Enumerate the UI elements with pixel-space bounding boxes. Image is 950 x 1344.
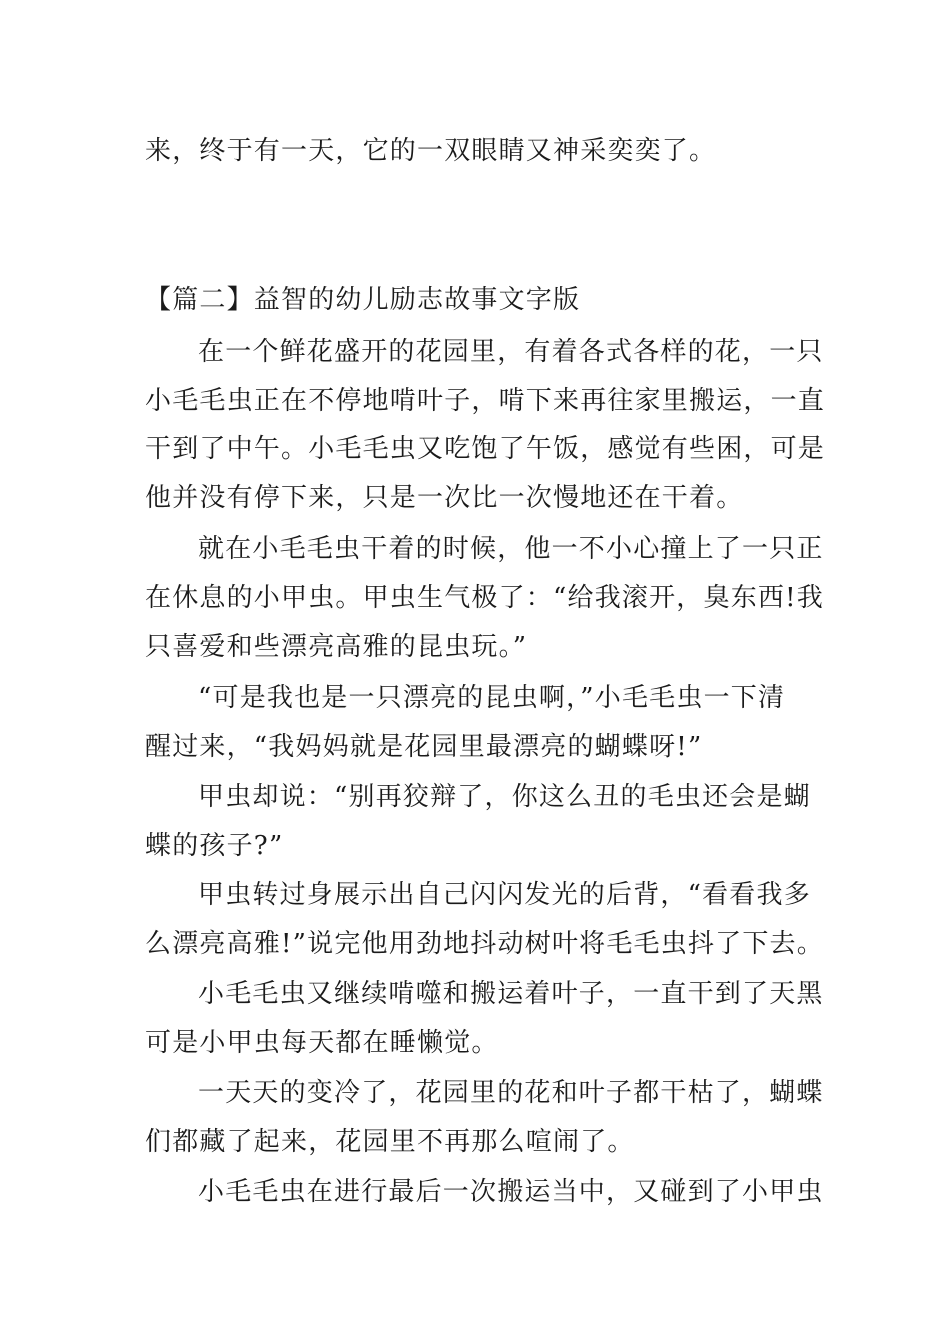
paragraph-line: 蝶的孩子?”: [145, 831, 284, 861]
paragraph-line: 就在小毛毛虫干着的时候，他一不小心撞上了一只正: [198, 534, 824, 564]
paragraph-line: 小毛毛虫正在不停地啃叶子，啃下来再往家里搬运，一直: [145, 386, 826, 416]
paragraph-line: 么漂亮高雅!”说完他用劲地抖动树叶将毛毛虫抖了下去。: [145, 929, 824, 959]
paragraph-line: 小毛毛虫在进行最后一次搬运当中，又碰到了小甲虫: [198, 1177, 824, 1207]
paragraph-line: 他并没有停下来，只是一次比一次慢地还在干着。: [145, 483, 744, 513]
paragraph-line: 在一个鲜花盛开的花园里，有着各式各样的花，一只: [198, 337, 824, 367]
paragraph-line: 甲虫转过身展示出自己闪闪发光的后背，“看看我多: [198, 880, 811, 910]
paragraph-line: 甲虫却说：“别再狡辩了，你这么丑的毛虫还会是蝴: [198, 782, 811, 812]
paragraph-line: 醒过来，“我妈妈就是花园里最漂亮的蝴蝶呀!”: [145, 732, 703, 762]
paragraph-line: 可是小甲虫每天都在睡懒觉。: [145, 1028, 499, 1058]
paragraph-line: 在休息的小甲虫。甲虫生气极了：“给我滚开，臭东西!我: [145, 583, 824, 613]
paragraph-line: 小毛毛虫又继续啃噬和搬运着叶子，一直干到了天黑: [198, 979, 824, 1009]
paragraph-line: 只喜爱和些漂亮高雅的昆虫玩。”: [145, 632, 528, 662]
paragraph-line: 一天天的变冷了，花园里的花和叶子都干枯了，蝴蝶: [198, 1078, 824, 1108]
paragraph-line: “可是我也是一只漂亮的昆虫啊，”小毛毛虫一下清: [198, 683, 786, 713]
paragraph-line: 们都藏了起来，花园里不再那么喧闹了。: [145, 1127, 635, 1157]
section-title: 【篇二】益智的幼儿励志故事文字版: [145, 285, 581, 315]
continuation-text: 来，终于有一天，它的一双眼睛又神采奕奕了。: [145, 136, 717, 166]
paragraph-line: 干到了中午。小毛毛虫又吃饱了午饭，感觉有些困，可是: [145, 434, 826, 464]
